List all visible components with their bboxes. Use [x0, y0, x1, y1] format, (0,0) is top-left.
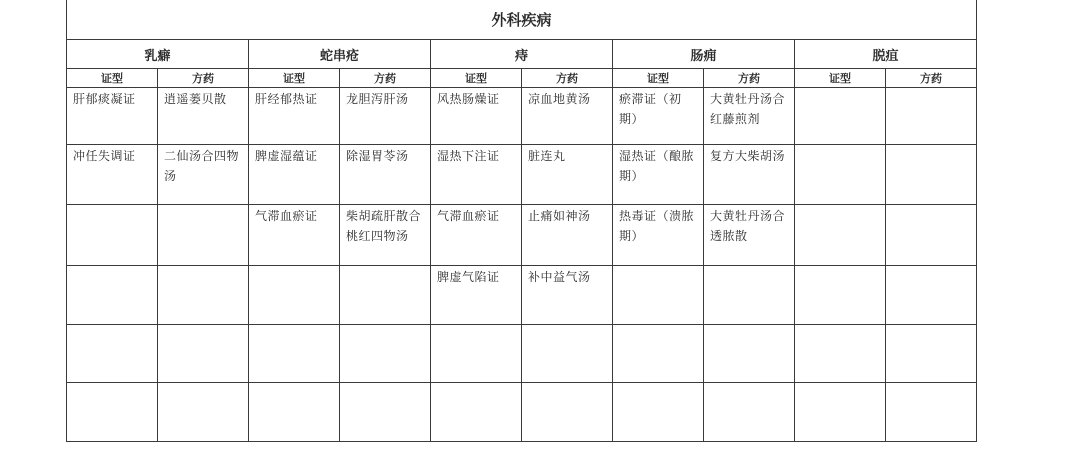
table-cell [886, 266, 977, 325]
table-cell [249, 266, 340, 325]
sub-header-syndrome: 证型 [67, 69, 158, 88]
table-cell: 凉血地黄汤 [522, 88, 613, 145]
table-cell: 瘀滞证（初期） [613, 88, 704, 145]
disease-table-sheet [66, 0, 976, 442]
table-cell [795, 266, 886, 325]
table-cell [613, 266, 704, 325]
table-cell [249, 383, 340, 442]
disease-header-changyong: 肠痈 [613, 40, 795, 69]
table-cell [886, 325, 977, 383]
table-row [67, 88, 977, 145]
sub-header-syndrome: 证型 [431, 69, 522, 88]
table-cell [795, 205, 886, 266]
table-cell [795, 145, 886, 205]
surgical-disease-table [66, 0, 977, 442]
disease-header-zhi: 痔 [431, 40, 613, 69]
table-cell [795, 383, 886, 442]
table-cell [67, 205, 158, 266]
table-cell: 冲任失调证 [67, 145, 158, 205]
table-cell [340, 266, 431, 325]
table-cell: 补中益气汤 [522, 266, 613, 325]
table-cell: 脾虚湿蕴证 [249, 145, 340, 205]
disease-header-rupi: 乳癖 [67, 40, 249, 69]
table-cell [886, 145, 977, 205]
table-cell [431, 383, 522, 442]
table-cell [340, 383, 431, 442]
table-cell [67, 325, 158, 383]
table-cell: 气滞血瘀证 [431, 205, 522, 266]
table-row [67, 383, 977, 442]
table-cell [522, 325, 613, 383]
table-cell [704, 325, 795, 383]
table-cell: 止痛如神汤 [522, 205, 613, 266]
table-cell [158, 325, 249, 383]
table-cell: 湿热证（酿脓期） [613, 145, 704, 205]
table-cell [249, 325, 340, 383]
sub-header-syndrome: 证型 [249, 69, 340, 88]
sub-header-syndrome: 证型 [613, 69, 704, 88]
table-cell: 逍遥蒌贝散 [158, 88, 249, 145]
sub-header-formula: 方药 [704, 69, 795, 88]
table-cell [886, 205, 977, 266]
table-cell [158, 383, 249, 442]
table-cell: 二仙汤合四物汤 [158, 145, 249, 205]
sub-header-formula: 方药 [886, 69, 977, 88]
table-cell: 大黄牡丹汤合透脓散 [704, 205, 795, 266]
table-cell [522, 383, 613, 442]
table-title: 外科疾病 [67, 0, 977, 40]
table-cell [431, 325, 522, 383]
table-cell [613, 325, 704, 383]
sub-header-syndrome: 证型 [795, 69, 886, 88]
table-cell [158, 205, 249, 266]
table-cell: 湿热下注证 [431, 145, 522, 205]
sub-header-formula: 方药 [158, 69, 249, 88]
table-cell: 除湿胃苓汤 [340, 145, 431, 205]
table-cell: 复方大柴胡汤 [704, 145, 795, 205]
table-cell: 肝经郁热证 [249, 88, 340, 145]
table-cell [704, 383, 795, 442]
table-cell: 脏连丸 [522, 145, 613, 205]
sub-header-formula: 方药 [522, 69, 613, 88]
table-cell: 风热肠燥证 [431, 88, 522, 145]
table-cell [795, 325, 886, 383]
disease-header-shechuanchuang: 蛇串疮 [249, 40, 431, 69]
table-cell [886, 88, 977, 145]
table-cell: 龙胆泻肝汤 [340, 88, 431, 145]
table-cell [67, 266, 158, 325]
table-cell [67, 383, 158, 442]
table-cell: 气滞血瘀证 [249, 205, 340, 266]
table-row [67, 205, 977, 266]
table-row [67, 266, 977, 325]
table-cell: 热毒证（溃脓期） [613, 205, 704, 266]
table-cell: 脾虚气陷证 [431, 266, 522, 325]
table-cell [886, 383, 977, 442]
sub-header-formula: 方药 [340, 69, 431, 88]
table-cell: 肝郁痰凝证 [67, 88, 158, 145]
table-cell: 柴胡疏肝散合桃红四物汤 [340, 205, 431, 266]
table-cell [795, 88, 886, 145]
table-cell [158, 266, 249, 325]
table-cell [704, 266, 795, 325]
table-cell: 大黄牡丹汤合红藤煎剂 [704, 88, 795, 145]
table-row [67, 325, 977, 383]
table-row [67, 145, 977, 205]
table-cell [340, 325, 431, 383]
table-cell [613, 383, 704, 442]
disease-header-tuoju: 脱疽 [795, 40, 977, 69]
